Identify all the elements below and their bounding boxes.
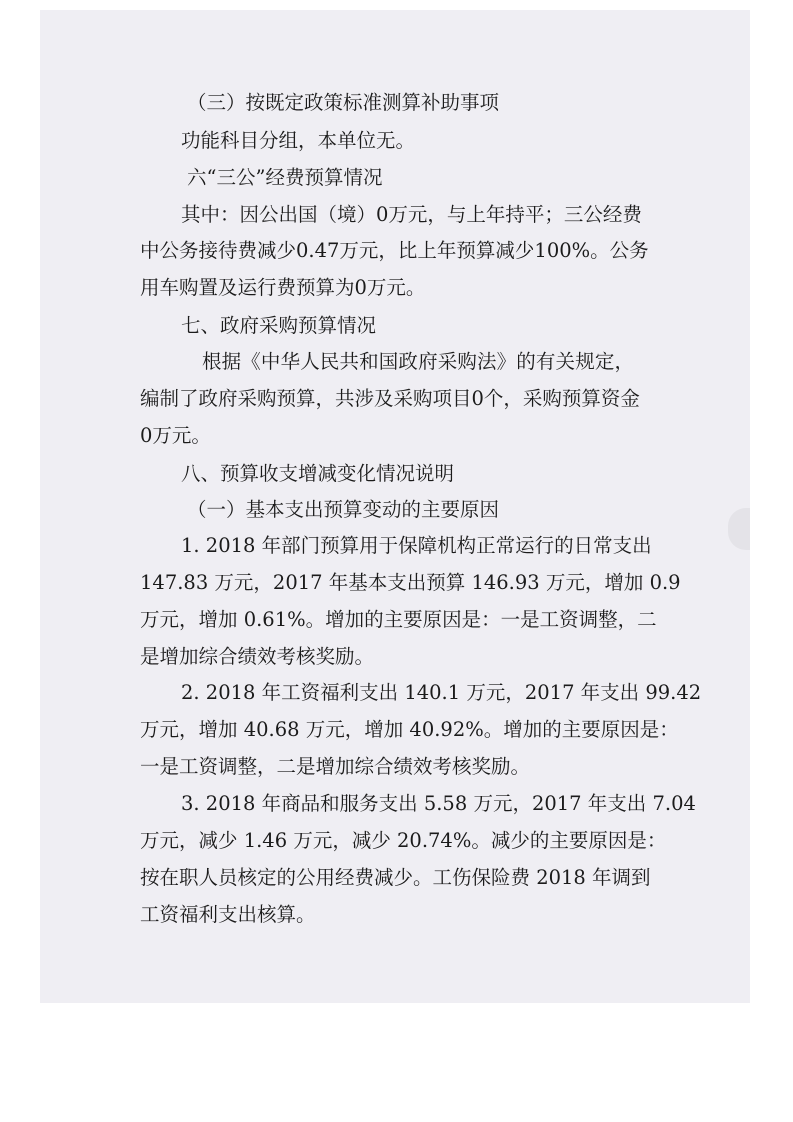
paragraph-line: 中公务接待费减少0.47万元，比上年预算减少100%。公务 bbox=[140, 239, 649, 262]
paragraph-line: 3. 2018 年商品和服务支出 5.58 万元，2017 年支出 7.04 bbox=[181, 792, 696, 815]
paragraph-line: 2. 2018 年工资福利支出 140.1 万元，2017 年支出 99.42 bbox=[181, 681, 702, 704]
paragraph-line: 万元，减少 1.46 万元，减少 20.74%。减少的主要原因是： bbox=[140, 829, 667, 852]
paragraph-line: 根据《中华人民共和国政府采购法》的有关规定， bbox=[202, 350, 634, 373]
paragraph-line: 万元，增加 40.68 万元，增加 40.92%。增加的主要原因是： bbox=[140, 718, 679, 741]
section-heading: 七、政府采购预算情况 bbox=[181, 314, 377, 337]
paragraph-line: 其中：因公出国（境）0万元，与上年持平；三公经费 bbox=[181, 203, 642, 226]
section-heading: 八、预算收支增减变化情况说明 bbox=[181, 462, 455, 485]
paragraph-line: 1. 2018 年部门预算用于保障机构正常运行的日常支出 bbox=[181, 534, 652, 557]
paragraph-line: 是增加综合绩效考核奖励。 bbox=[140, 645, 375, 668]
paragraph-line: 万元，增加 0.61%。增加的主要原因是：一是工资调整，二 bbox=[140, 608, 657, 631]
paragraph-line: 功能科目分组，本单位无。 bbox=[181, 129, 416, 152]
paragraph-line: 一是工资调整，二是增加综合绩效考核奖励。 bbox=[140, 755, 531, 778]
section-heading: （三）按既定政策标准测算补助事项 bbox=[187, 91, 500, 114]
paragraph-line: 编制了政府采购预算，共涉及采购项目0个，采购预算资金 bbox=[140, 387, 640, 410]
section-heading: 六“三公”经费预算情况 bbox=[187, 166, 383, 189]
paragraph-line: 0万元。 bbox=[140, 424, 211, 447]
paragraph-line: 147.83 万元，2017 年基本支出预算 146.93 万元，增加 0.9 bbox=[140, 571, 681, 594]
paragraph-line: 工资福利支出核算。 bbox=[140, 903, 316, 926]
paragraph-line: 按在职人员核定的公用经费减少。工伤保险费 2018 年调到 bbox=[140, 866, 651, 889]
subsection-heading: （一）基本支出预算变动的主要原因 bbox=[187, 498, 500, 521]
paragraph-line: 用车购置及运行费预算为0万元。 bbox=[140, 276, 426, 299]
